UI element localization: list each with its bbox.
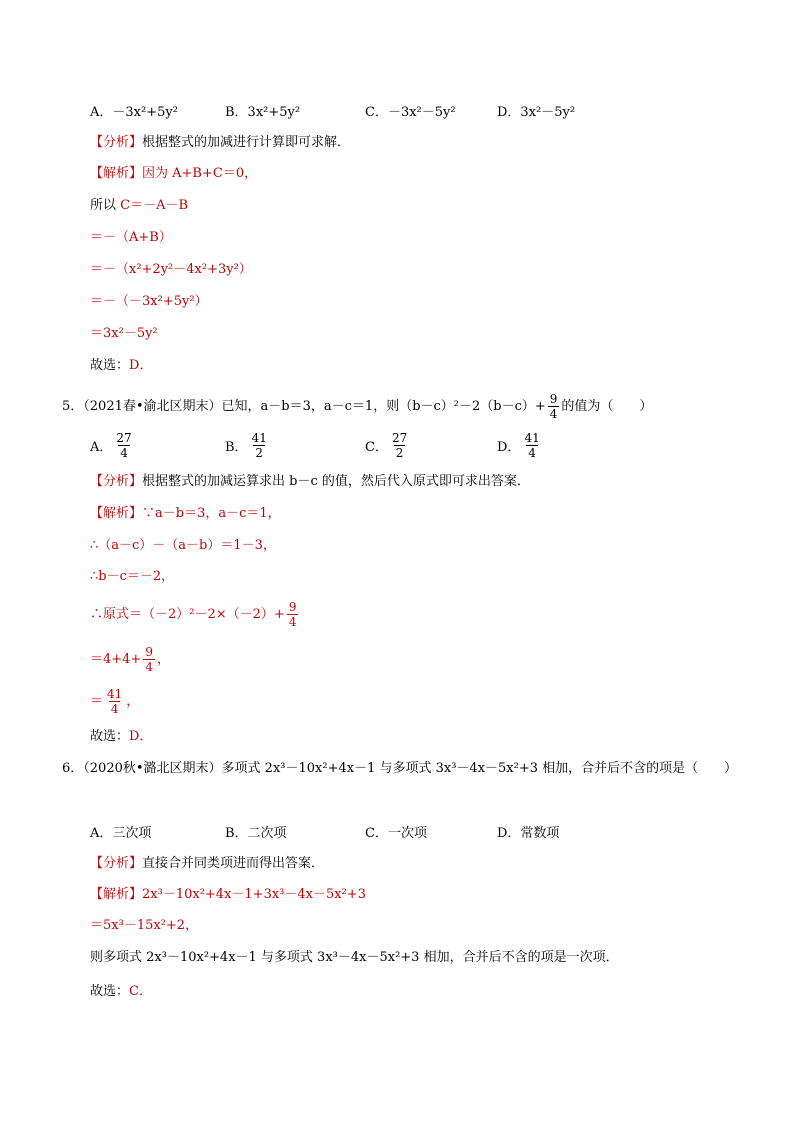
q4-choice (90, 356, 152, 376)
question-number: 6． (62, 761, 84, 776)
q6-choice (90, 982, 152, 1002)
q5-option-b: B． $\frac{41}{2}$ (225, 430, 267, 460)
q4-solution-line-1 (90, 164, 257, 184)
fraction: $\frac{9}{4}$ (288, 600, 297, 629)
analysis-tag: 【分析】 (90, 135, 143, 150)
q6-option-c: C．一次项 (365, 825, 427, 841)
q4-option-d: D．3x²－5y² (497, 104, 576, 120)
solution-text: 2x³－10x²+4x－1+3x³－4x－5x²+3 (142, 887, 366, 902)
question-text: 多项式 2x³－10x²+4x－1 与多项式 3x³－4x－5x²+3 相加，合并后不含的项是（ ） (221, 761, 738, 776)
q6-solution-line-2: ＝5x³－15x²+2， (90, 918, 199, 933)
solution-tag: 【解析】 (90, 506, 143, 521)
solution-text: 因为 A+B+C＝0， (142, 166, 258, 181)
stem-fraction: $\frac{9}{4}$ (549, 392, 558, 421)
solution-text: ∵a－b＝3，a－c＝1， (142, 506, 281, 521)
solution-tag: 【解析】 (90, 166, 143, 181)
q5-choice (90, 727, 152, 747)
q5-analysis (90, 472, 530, 492)
q4-solution-line-5: ＝－（－3x²+5y²） (90, 294, 208, 309)
solution-tag: 【解析】 (90, 887, 143, 902)
analysis-tag: 【分析】 (90, 856, 143, 871)
q5-solution-line-2: ∴（a－c）－（a－b）＝1－3， (90, 538, 276, 553)
q5-solution-line-6: ＝ $\frac{41}{4}$ ， (90, 687, 140, 716)
q5-solution-line-4: ∴原式＝（－2）²－2×（－2）+ $\frac{9}{4}$ (90, 600, 297, 629)
analysis-text: 直接合并同类项进而得出答案． (142, 856, 325, 871)
q4-option-b: B．3x²+5y² (225, 104, 301, 120)
question-source: （2020秋•潞北区期末） (83, 761, 222, 776)
q5-options (90, 425, 710, 465)
q4-solution-line-6: ＝3x²－5y² (90, 326, 158, 341)
question-text: 已知，a－b＝3，a－c＝1，则（b－c）²－2（b－c）+ (221, 399, 546, 414)
question-source: （2021春•渝北区期末） (83, 399, 222, 414)
choice-answer: D． (129, 729, 153, 744)
fraction: $\frac{41}{4}$ (107, 687, 123, 716)
choice-answer: C． (129, 984, 152, 999)
q4-solution-line-4: ＝－（x²+2y²－4x²+3y²） (90, 262, 252, 277)
q6-analysis (90, 854, 324, 874)
fraction: $\frac{9}{4}$ (145, 645, 153, 674)
q6-option-a: A．三次项 (90, 825, 152, 841)
q4-solution-line-3: ＝－（A+B） (90, 230, 172, 245)
choice-prefix: 故选： (90, 358, 130, 373)
q4-analysis (90, 133, 350, 153)
q6-solution-line-3: 则多项式 2x³－10x²+4x－1 与多项式 3x³－4x－5x²+3 相加，合并后不含的项是一次项． (90, 950, 619, 965)
solution-text: C＝－A－B (120, 198, 189, 213)
q5-solution-line-1 (90, 504, 281, 524)
q6-options (90, 811, 710, 851)
q6-option-d: D．常数项 (497, 825, 560, 841)
q5-stem (62, 392, 652, 421)
q5-option-a: A． $\frac{27}{4}$ (90, 430, 132, 460)
question-number: 5． (62, 399, 84, 414)
q4-options (90, 90, 710, 130)
choice-prefix: 故选： (90, 984, 130, 999)
q5-option-d: D． $\frac{41}{4}$ (497, 430, 540, 460)
analysis-text: 根据整式的加减运算求出 b－c 的值，然后代入原式即可求出答案． (142, 474, 530, 489)
question-text-end: 的值为（ ） (561, 399, 653, 414)
q5-option-c: C． $\frac{27}{2}$ (365, 430, 408, 460)
q4-solution-line-2 (90, 196, 188, 216)
solution-prefix: 所以 (90, 198, 121, 213)
q4-option-a: A．－3x²+5y² (90, 104, 178, 120)
analysis-tag: 【分析】 (90, 474, 143, 489)
analysis-text: 根据整式的加减进行计算即可求解． (142, 135, 351, 150)
choice-prefix: 故选： (90, 729, 130, 744)
q4-option-c: C．－3x²－5y² (365, 104, 456, 120)
choice-answer: D． (129, 358, 153, 373)
q5-solution-line-3: ∴b－c＝－2， (90, 569, 175, 584)
q5-solution-line-5: ＝4+4+ $\frac{9}{4}$ ， (90, 645, 170, 674)
q6-stem (62, 759, 737, 779)
q6-option-b: B．二次项 (225, 825, 287, 841)
q6-solution-line-1 (90, 885, 366, 905)
